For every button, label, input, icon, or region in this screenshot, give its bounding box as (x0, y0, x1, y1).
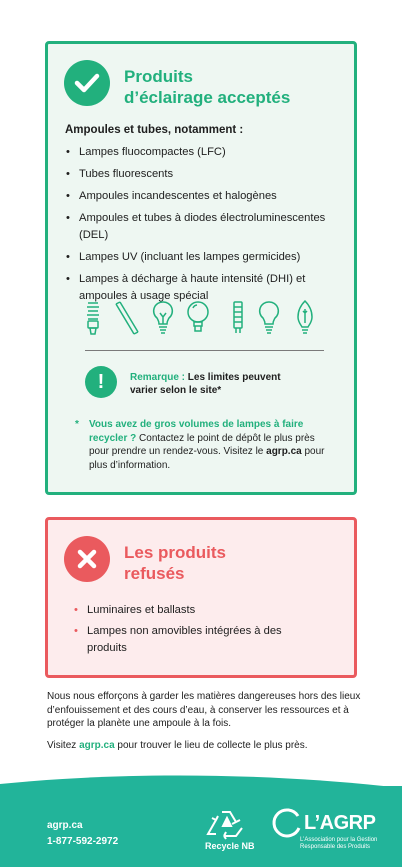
special-bulb-icon (296, 299, 314, 339)
volume-end: pour plus d’information. (89, 446, 325, 471)
visit-pre: Visitez (47, 739, 80, 751)
remark-body: Les limites peuvent varier selon le site* (130, 372, 281, 396)
list-item: • Lampes à décharge à haute intensité (DHI) et ampoules à usage spécial (65, 271, 347, 305)
footer-website[interactable]: agrp.ca (47, 820, 83, 831)
halogen-bulb-icon (258, 299, 280, 339)
footer-contact (47, 818, 118, 850)
volume-link[interactable]: agrp.ca (266, 446, 302, 457)
list-item: • Lampes fluocompactes (LFC) (65, 144, 347, 161)
list-item: • Tubes fluorescents (65, 166, 347, 183)
large-volume-note (75, 418, 337, 472)
recycle-label: Recycle NB (205, 841, 255, 851)
remark-note (85, 366, 335, 398)
refused-title-line2: refusés (124, 564, 185, 583)
volume-lead: Vous avez de gros volumes de lampes à faire recycler ? (89, 419, 304, 444)
remark-text (130, 371, 300, 398)
close-icon (64, 536, 110, 582)
recycle-nb-logo (202, 806, 272, 858)
agrp-ring-icon (270, 806, 304, 840)
cfl-bulb-icon (82, 299, 104, 339)
list-item: • Ampoules et tubes à diodes électroluminescentes (DEL) (65, 210, 347, 244)
list-item: • Lampes UV (incluant les lampes germicides) (65, 249, 347, 266)
divider (85, 350, 324, 351)
agrp-logo (270, 806, 392, 858)
recycle-icon (202, 806, 252, 840)
visit-link[interactable]: agrp.ca (79, 739, 115, 751)
accepted-header (64, 60, 290, 108)
remark-label: Remarque : (130, 372, 186, 383)
globe-bulb-icon (186, 299, 210, 339)
asterisk-marker: * (75, 419, 79, 430)
visit-post: pour trouver le lieu de collecte le plus près. (114, 739, 308, 751)
refused-list (73, 602, 323, 661)
bulb-icons-row (82, 299, 322, 341)
led-tube-icon (230, 299, 246, 339)
accepted-products-box (45, 41, 357, 495)
incandescent-bulb-icon (152, 299, 174, 339)
agrp-subtitle: L’Association pour la Gestion Responsable des Produits (300, 837, 378, 850)
list-item: • Luminaires et ballasts (73, 602, 323, 619)
refused-title (124, 542, 226, 584)
agrp-name: L’AGRP (304, 812, 376, 834)
refused-title-line1: Les produits (124, 543, 227, 562)
list-item: • Lampes non amovibles intégrées à des produits (73, 623, 323, 657)
list-item: • Ampoules incandescentes et halogènes (65, 188, 347, 205)
footer-phone[interactable]: 1-877-592-2972 (47, 836, 119, 847)
accepted-title-line1: Produits (124, 67, 193, 86)
accepted-subtitle: Ampoules et tubes, notamment : (65, 124, 244, 136)
accepted-title (124, 66, 290, 108)
visit-line (47, 739, 362, 753)
accepted-title-line2: d’éclairage acceptés (124, 88, 291, 107)
volume-text: Contactez le point de dépôt le plus près pour prendre un rendez-vous. Visitez le (89, 432, 315, 457)
accepted-list (65, 144, 347, 310)
checkmark-icon (64, 60, 110, 106)
fluorescent-tube-icon (112, 299, 140, 339)
outro-text (47, 690, 362, 760)
refused-products-box (45, 517, 357, 678)
exclamation-icon: ! (85, 366, 117, 398)
outro-paragraph: Nous nous efforçons à garder les matières dangereuses hors des lieux d’enfouissement et des cours d’eau, à conserver les ressources et à protéger la planète une ampoule à la fois. (47, 691, 361, 729)
refused-header (64, 536, 226, 584)
